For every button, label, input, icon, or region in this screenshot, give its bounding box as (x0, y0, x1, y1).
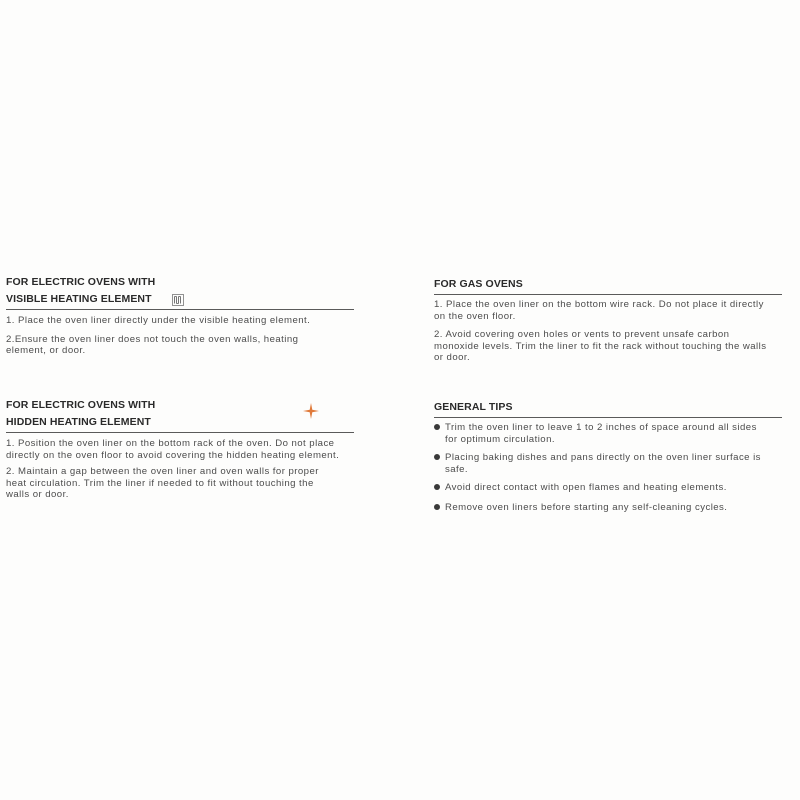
heading-line-1: FOR ELECTRIC OVENS WITH (6, 276, 156, 288)
instruction-1: 1. Position the oven liner on the bottom rack of the oven. Do not place directly on the oven floor to avoid covering the hidden heating element. (6, 438, 340, 461)
heating-coil-icon (172, 294, 184, 306)
heading-line-2: HIDDEN HEATING ELEMENT (6, 416, 151, 428)
bullet-icon (434, 454, 440, 460)
heading-divider (6, 309, 354, 310)
bullet-icon (434, 424, 440, 430)
section-electric-hidden (6, 397, 354, 501)
list-item: Placing baking dishes and pans directly on the oven liner surface is safe. (434, 452, 765, 475)
sparkle-icon (303, 403, 319, 419)
instruction-2: 2. Maintain a gap between the oven liner and oven walls for proper heat circulation. Trim the liner if needed to fit without touching the walls or door. (6, 466, 319, 500)
tips-list (434, 422, 782, 513)
instruction-1: 1. Place the oven liner directly under the visible heating element. (6, 315, 311, 326)
section-general-tips (434, 397, 782, 513)
heading-line-1: FOR ELECTRIC OVENS WITH (6, 399, 156, 411)
heading-divider (6, 432, 354, 433)
bullet-icon (434, 504, 440, 510)
section-gas-ovens (434, 274, 782, 364)
list-item: Trim the oven liner to leave 1 to 2 inches of space around all sides for optimum circulation. (434, 422, 765, 445)
section-heading: GENERAL TIPS (434, 401, 513, 413)
heading-line-2: VISIBLE HEATING ELEMENT (6, 293, 152, 305)
instruction-1: 1. Place the oven liner on the bottom wire rack. Do not place it directly on the oven floor. (434, 299, 764, 322)
section-heading: FOR GAS OVENS (434, 278, 523, 290)
section-heading (6, 397, 354, 431)
list-item: Remove oven liners before starting any self-cleaning cycles. (434, 502, 782, 514)
section-heading (6, 274, 354, 308)
section-electric-visible (6, 274, 354, 357)
heading-divider (434, 417, 782, 418)
list-item: Avoid direct contact with open flames and heating elements. (434, 482, 782, 494)
instruction-2: 2.Ensure the oven liner does not touch the oven walls, heating element, or door. (6, 333, 299, 356)
instruction-2: 2. Avoid covering oven holes or vents to prevent unsafe carbon monoxide levels. Trim the liner to fit the rack without touching the walls or door. (434, 329, 767, 363)
heading-divider (434, 294, 782, 295)
bullet-icon (434, 484, 440, 490)
